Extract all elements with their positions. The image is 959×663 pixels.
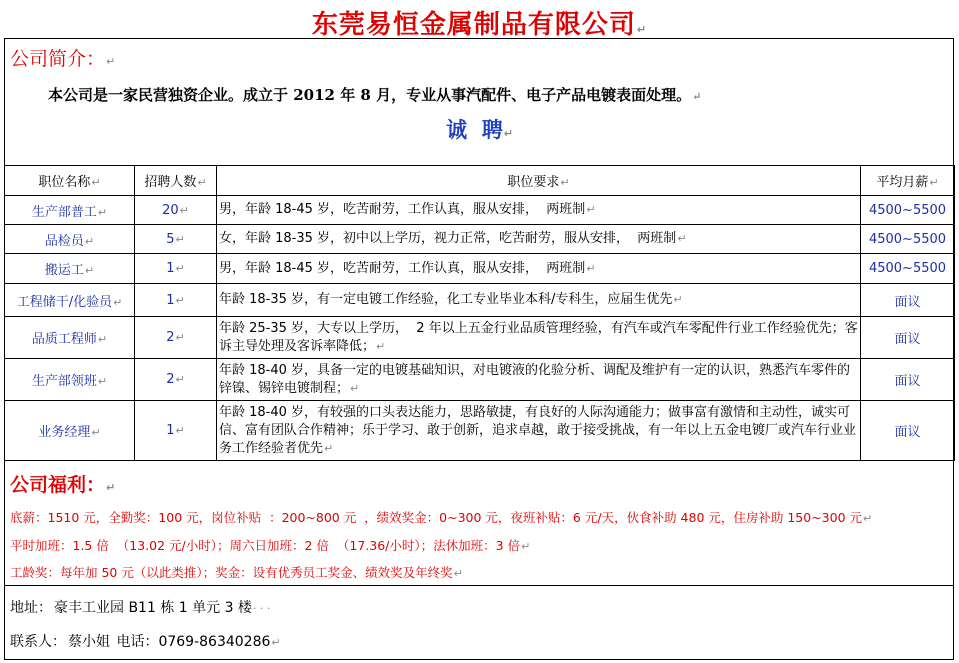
table-header-row (5, 166, 955, 196)
position-cell: 生产部领班↵ (5, 359, 135, 401)
salary-cell: 面议 (861, 317, 955, 359)
position-cell: 搬运工↵ (5, 254, 135, 284)
table-row (5, 196, 955, 225)
company-title: 东莞易恒金属制品有限公司↵ (311, 10, 648, 40)
table-row (5, 359, 955, 401)
salary-cell: 面议 (861, 359, 955, 401)
contact-line: 联系人： 蔡小姐 电话：0769-86340286↵ (10, 634, 281, 650)
salary-cell: 面议 (861, 401, 955, 461)
header-count: 招聘人数↵ (135, 166, 217, 196)
requirements-cell: 年龄 25-35 岁，大专以上学历， 2 年以上五金行业品质管理经验，有汽车或汽车零配件行业工作经验优先；客诉主导处理及客诉率降低；↵ (217, 317, 861, 359)
header-salary: 平均月薪↵ (861, 166, 955, 196)
table-row (5, 284, 955, 317)
header-requirements: 职位要求↵ (217, 166, 861, 196)
benefits-line: 平时加班：1.5 倍 （13.02 元/小时）；周六日加班：2 倍 （17.36/小时）；法休加班：3 倍↵ (10, 538, 531, 553)
benefits-heading: 公司福利：↵ (10, 474, 116, 496)
address-line: 地址： 豪丰工业园 B11 栋 1 单元 3 楼· · · (10, 600, 271, 616)
requirements-cell: 男，年龄 18-45 岁，吃苦耐劳，工作认真，服从安排， 两班制↵ (217, 254, 861, 284)
count-cell: 1↵ (135, 254, 217, 284)
requirements-cell: 年龄 18-40 岁，具备一定的电镀基础知识，对电镀液的化验分析、调配及维护有一定的认识，熟悉汽车零件的锌镍、锡锌电镀制程；↵ (217, 359, 861, 401)
count-cell: 5↵ (135, 225, 217, 254)
benefits-line: 工龄奖：每年加 50 元（以此类推）；奖金：设有优秀员工奖金、绩效奖及年终奖↵ (10, 565, 463, 580)
position-cell: 工程储干/化验员↵ (5, 284, 135, 317)
position-cell: 品质工程师↵ (5, 317, 135, 359)
count-cell: 1↵ (135, 401, 217, 461)
count-cell: 2↵ (135, 317, 217, 359)
intro-text: 本公司是一家民营独资企业。成立于 2012 年 8 月，专业从事汽配件、电子产品电镀表面处理。↵ (48, 86, 702, 104)
benefits-line: 底薪：1510 元，全勤奖：100 元，岗位补贴 ：200~800 元 ，绩效奖金：0~300 元，夜班补贴：6 元/天，伙食补助 480 元，住房补助 150~300 元↵ (10, 510, 873, 525)
count-cell: 2↵ (135, 359, 217, 401)
count-cell: 20↵ (135, 196, 217, 225)
salary-cell: 面议 (861, 284, 955, 317)
salary-cell: 4500~5500 (861, 225, 955, 254)
salary-cell: 4500~5500 (861, 196, 955, 225)
position-cell: 业务经理↵ (5, 401, 135, 461)
table-row (5, 225, 955, 254)
requirements-cell: 年龄 18-35 岁，有一定电镀工作经验，化工专业毕业本科/专科生，应届生优先↵ (217, 284, 861, 317)
requirements-cell: 年龄 18-40 岁，有较强的口头表达能力，思路敏捷，有良好的人际沟通能力；做事富有激情和主动性，诚实可信、富有团队合作精神；乐于学习、敢于创新，追求卓越，敢于接受挑战，有一年以上五金电镀厂或汽车行业业务工作经验者优先↵ (217, 401, 861, 461)
divider (4, 585, 954, 586)
salary-cell: 4500~5500 (861, 254, 955, 284)
requirements-cell: 女，年龄 18-35 岁，初中以上学历，视力正常，吃苦耐劳，服从安排， 两班制↵ (217, 225, 861, 254)
recruit-heading: 诚 聘↵ (446, 118, 513, 142)
count-cell: 1↵ (135, 284, 217, 317)
header-position: 职位名称↵ (5, 166, 135, 196)
intro-heading: 公司简介：↵ (10, 48, 116, 70)
position-cell: 生产部普工↵ (5, 196, 135, 225)
table-row (5, 254, 955, 284)
table-row (5, 401, 955, 461)
requirements-cell: 男，年龄 18-45 岁，吃苦耐劳，工作认真，服从安排， 两班制↵ (217, 196, 861, 225)
position-cell: 品检员↵ (5, 225, 135, 254)
jobs-table (4, 165, 955, 461)
table-row (5, 317, 955, 359)
